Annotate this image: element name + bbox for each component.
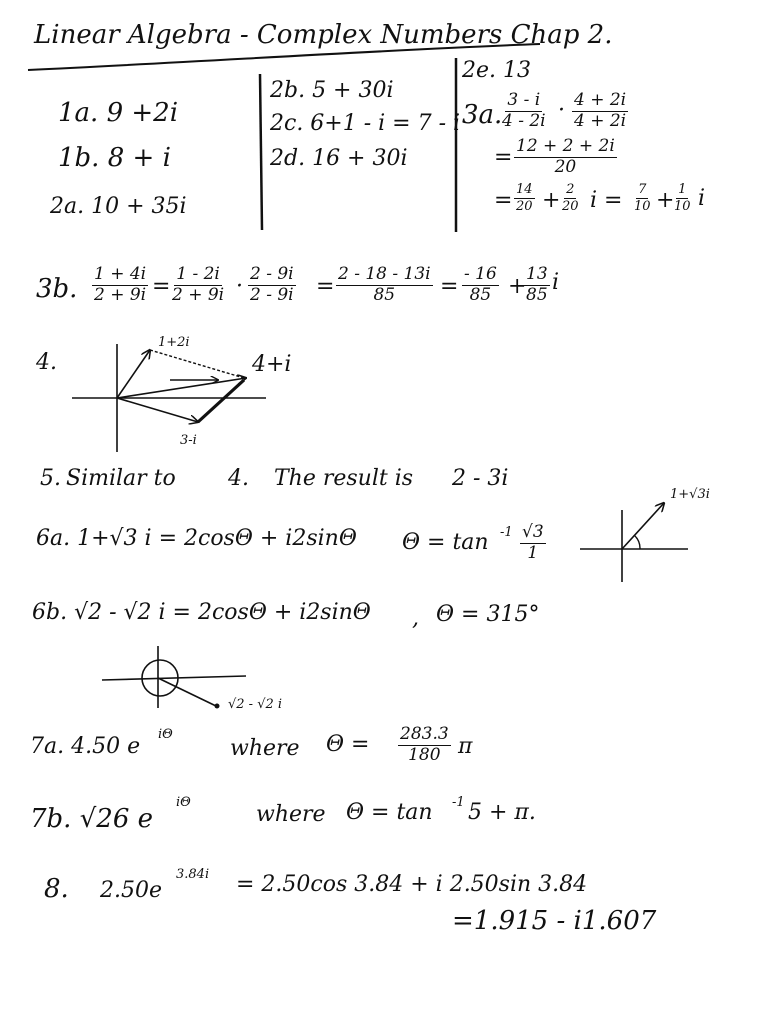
answer-2e: 2e. 13 (462, 58, 531, 83)
answer-5-result-text: The result is (274, 466, 414, 491)
answer-8-expression: 2.50e (100, 878, 163, 903)
answer-3a-label: 3a. (462, 100, 503, 130)
answer-6a-theta: Θ = tan (402, 530, 489, 555)
answer-5-value: 2 - 3i (452, 466, 509, 491)
answer-3a-equals-1: = (494, 145, 513, 170)
answer-7a-theta: Θ = (326, 732, 370, 757)
vector-label-4-plus-i: 4+i (252, 352, 292, 377)
answer-7a-exponent: iΘ (158, 727, 173, 742)
answer-5-ref: 4. (228, 466, 249, 491)
answer-3a-fraction-1: $\frac{3 - i}{4 - 2i}$ (502, 90, 546, 131)
answer-7b-rest: 5 + π. (468, 800, 536, 825)
answer-6b-theta: Θ = 315° (436, 602, 540, 627)
answer-3b-equals-2: = (316, 274, 335, 299)
vector-label-6b: √2 - √2 i (228, 697, 283, 712)
answer-5-text: Similar to (66, 466, 176, 491)
answer-2b: 2b. 5 + 30i (270, 78, 394, 103)
answer-1a: 1a. 9 +2i (58, 98, 179, 128)
answer-3a-i-equals: i = (590, 188, 623, 213)
answer-3b-fraction-5: $\frac{- 16}{85}$ (464, 264, 497, 305)
answer-4-label: 4. (36, 350, 57, 375)
answer-3a-fraction-5: $\frac{2}{20}$ (562, 182, 579, 214)
answer-3a-plus-1: + (542, 188, 561, 213)
answer-7b-theta: Θ = tan (346, 800, 433, 825)
answer-7b: 7b. √26 e (30, 804, 154, 834)
answer-1b: 1b. 8 + i (58, 143, 171, 173)
answer-7a-where: where (230, 736, 300, 761)
answer-2a: 2a. 10 + 35i (50, 194, 187, 219)
answer-3b-fraction-1: $\frac{1 + 4i}{2 + 9i}$ (94, 264, 147, 305)
answer-3b-equals-1: = (152, 274, 171, 299)
answer-7b-inverse: -1 (452, 795, 465, 810)
answer-3a-fraction-6: $\frac{7}{10}$ (634, 182, 651, 214)
answer-8-label: 8. (44, 874, 69, 904)
answer-3b-fraction-2: $\frac{1 - 2i}{2 + 9i}$ (172, 264, 225, 305)
answer-7a-pi: π (458, 734, 473, 759)
answer-2d: 2d. 16 + 30i (270, 146, 408, 171)
answer-8-exponent: 3.84i (176, 867, 210, 882)
answer-3b-fraction-4: $\frac{2 - 18 - 13i}{85}$ (338, 264, 431, 305)
answer-6a-inverse: -1 (500, 525, 513, 540)
answer-6b-comma: , (412, 606, 419, 631)
answer-3b-fraction-3: $\frac{2 - 9i}{2 - 9i}$ (250, 264, 294, 305)
vector-label-1-plus-2i: 1+2i (158, 335, 190, 350)
answer-7b-where: where (256, 802, 326, 827)
vector-label-6a: 1+√3i (670, 487, 710, 502)
answer-3b-fraction-6: $\frac{13}{85}$ (526, 264, 548, 305)
answer-3b-plus: + (508, 274, 527, 299)
answer-3a-fraction-7: $\frac{1}{10}$ (674, 182, 691, 214)
answer-7a: 7a. 4.50 e (30, 734, 141, 759)
answer-3b-i: i (552, 270, 560, 295)
answer-3a-plus-2: + (656, 188, 675, 213)
answer-5-label: 5. (40, 466, 61, 491)
answer-6a: 6a. 1+√3 i = 2cosΘ + i2sinΘ (36, 526, 357, 551)
answer-7b-exponent: iΘ (176, 795, 191, 810)
page-title: Linear Algebra - Complex Numbers Chap 2. (34, 20, 613, 50)
vector-label-3-minus-i: 3-i (180, 433, 197, 448)
answer-2c: 2c. 6+1 - i = 7 - i (270, 111, 461, 136)
answer-6a-fraction: $\frac{√3}{1}$ (522, 522, 544, 563)
answer-3a-fraction-4: $\frac{14}{20}$ (516, 182, 533, 214)
answer-3a-equals-2: = (494, 188, 513, 213)
answer-3a-fraction-2: $\frac{4 + 2i}{4 + 2i}$ (574, 90, 627, 131)
answer-3a-fraction-3: $\frac{12 + 2 + 2i}{20}$ (516, 136, 615, 177)
answer-3a-i: i (698, 186, 706, 211)
answer-6b: 6b. √2 - √2 i = 2cosΘ + i2sinΘ (32, 600, 371, 625)
answer-3a-dot: · (558, 98, 565, 123)
answer-7a-fraction: $\frac{283.3}{180}$ (400, 724, 449, 765)
answer-8-result: =1.915 - i1.607 (452, 906, 657, 936)
answer-3b-equals-3: = (440, 274, 459, 299)
answer-3b-label: 3b. (36, 274, 78, 304)
answer-8-expansion: = 2.50cos 3.84 + i 2.50sin 3.84 (236, 872, 588, 897)
answer-3b-dot: · (236, 274, 243, 299)
